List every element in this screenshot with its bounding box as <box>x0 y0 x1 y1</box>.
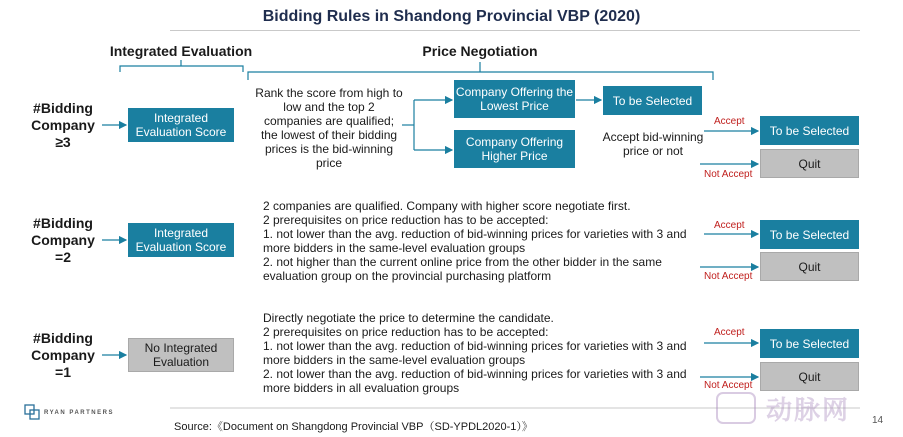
row3-line: 1. not lower than the avg. reduction of bid-winning prices for varieties with 3 and <box>263 339 687 353</box>
row3-description <box>263 311 703 395</box>
title-rule <box>170 30 860 31</box>
row3-line: more bidders in the same-level evaluation groups <box>263 353 526 367</box>
row3-label-line3: =1 <box>55 364 71 380</box>
logo-text: RYAN PARTNERS <box>44 410 114 416</box>
row2-description <box>263 199 703 283</box>
row1-label <box>22 100 104 151</box>
row2-result-quit: Quit <box>760 252 859 281</box>
row1-eval-box: Integrated Evaluation Score <box>128 108 234 142</box>
row1-to-be-selected-box: To be Selected <box>603 86 702 115</box>
row1-accept-label: Accept <box>714 116 745 127</box>
row3-line: 2 prerequisites on price reduction has to be accepted: <box>263 325 549 339</box>
row3-result-quit: Quit <box>760 362 859 391</box>
row1-lowest-price-box: Company Offering the Lowest Price <box>454 80 575 118</box>
row2-line: 2 companies are qualified. Company with higher score negotiate first. <box>263 199 631 213</box>
row3-label <box>22 330 104 381</box>
row1-description: Rank the score from high to low and the top 2 companies are qualified; the lowest of their bidding prices is the bid-winning price <box>255 86 403 170</box>
row1-label-line1: #Bidding <box>33 100 93 116</box>
row2-line: evaluation group on the provincial purchasing platform <box>263 269 552 283</box>
row3-label-line2: Company <box>31 347 95 363</box>
row2-line: 1. not lower than the avg. reduction of bid-winning prices for varieties with 3 and <box>263 227 687 241</box>
watermark-text: 动脉网 <box>766 395 851 425</box>
row3-line: more bidders in all evaluation groups <box>263 381 460 395</box>
row1-accept-question: Accept bid-winning price or not <box>602 130 704 158</box>
page-number: 14 <box>872 415 884 426</box>
row2-label-line2: Company <box>31 232 95 248</box>
row2-result-selected: To be Selected <box>760 220 859 249</box>
row2-not-accept-label: Not Accept <box>704 271 753 282</box>
row1-not-accept-label: Not Accept <box>704 169 753 180</box>
row3-eval-box: No Integrated Evaluation <box>128 338 234 372</box>
row3-accept-label: Accept <box>714 327 745 338</box>
row2-line: 2 prerequisites on price reduction has to be accepted: <box>263 213 549 227</box>
row2-eval-box: Integrated Evaluation Score <box>128 223 234 257</box>
row3-line: 2. not lower than the avg. reduction of bid-winning prices for varieties with 3 and <box>263 367 687 381</box>
row1-higher-price-box: Company Offering Higher Price <box>454 130 575 168</box>
row2-label <box>22 215 104 266</box>
header-price-negotiation: Price Negotiation <box>422 43 538 59</box>
watermark-logo-icon <box>716 392 756 424</box>
row1-result-selected: To be Selected <box>760 116 859 145</box>
row3-not-accept-label: Not Accept <box>704 380 753 391</box>
header-integrated-evaluation: Integrated Evaluation <box>109 43 253 59</box>
row2-line: more bidders in the same-level evaluation groups <box>263 241 526 255</box>
row2-line: 2. not higher than the current online price from the other bidder in the same <box>263 255 662 269</box>
row3-line: Directly negotiate the price to determine the candidate. <box>263 311 554 325</box>
row1-label-line2: Company <box>31 117 95 133</box>
row1-result-quit: Quit <box>760 149 859 178</box>
row3-label-line1: #Bidding <box>33 330 93 346</box>
row2-label-line3: =2 <box>55 249 71 265</box>
row1-label-line3: ≥3 <box>55 134 71 150</box>
page-title: Bidding Rules in Shandong Provincial VBP (2020) <box>262 8 641 25</box>
logo-mark-icon <box>25 405 39 419</box>
row2-accept-label: Accept <box>714 220 745 231</box>
source-note: Source:《Document on Shangdong Provincial VBP（SD-YPDL2020-1）》 <box>174 421 533 433</box>
row3-result-selected: To be Selected <box>760 329 859 358</box>
row2-label-line1: #Bidding <box>33 215 93 231</box>
